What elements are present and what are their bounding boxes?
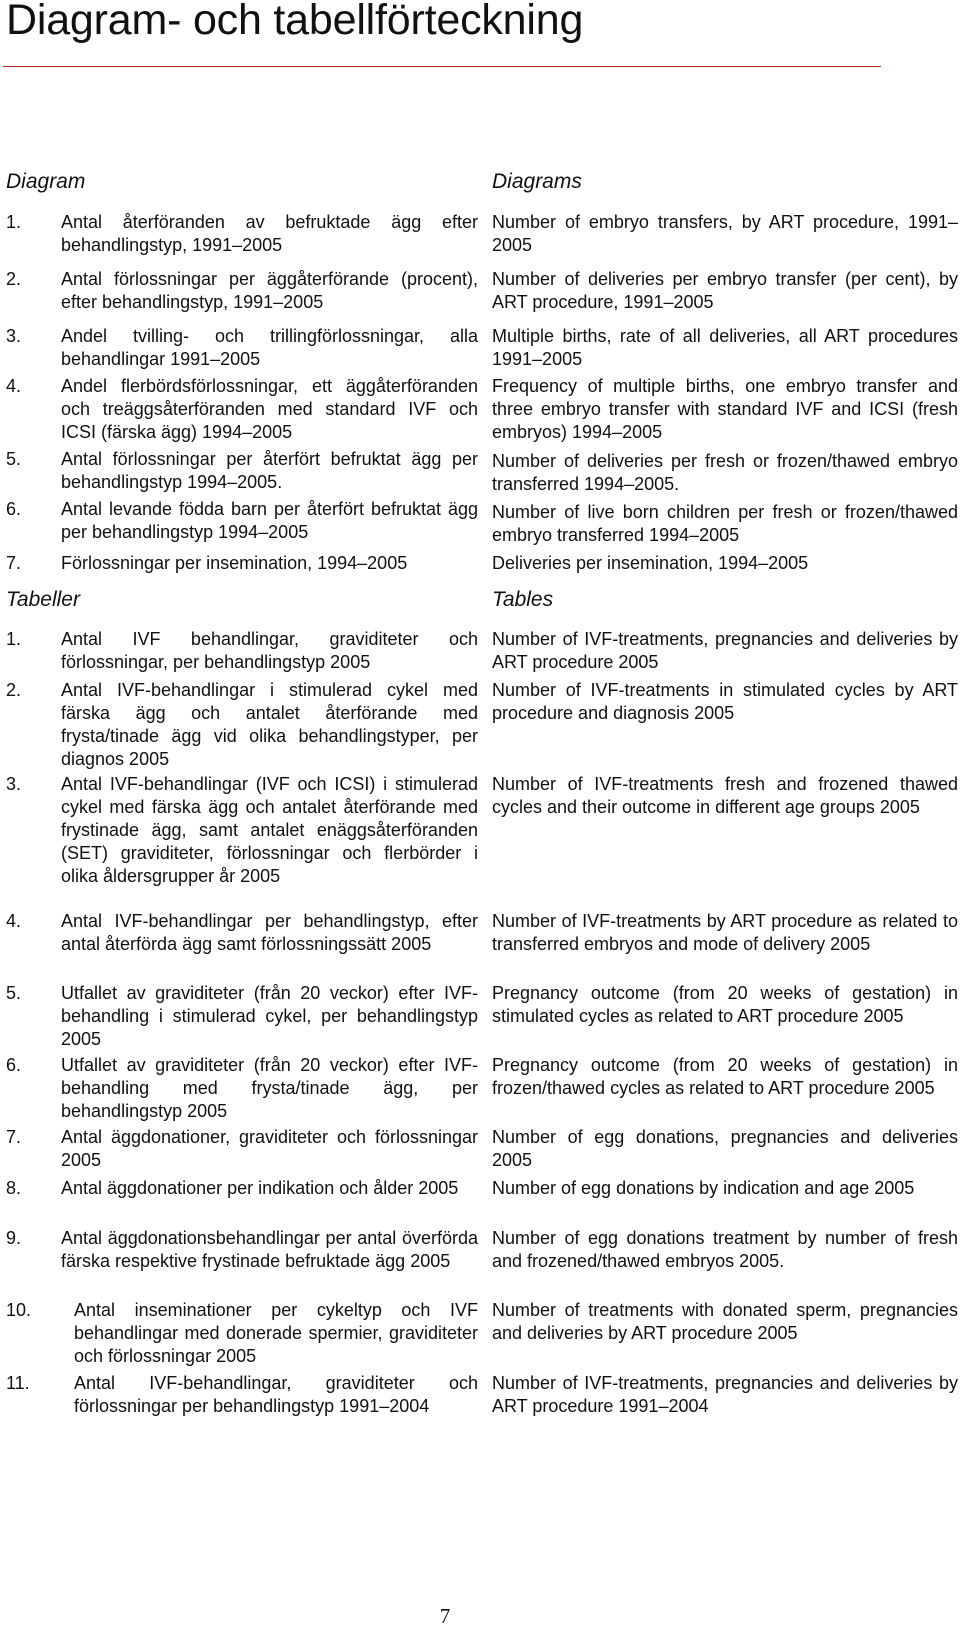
sv-table-item-6[interactable]	[6, 1054, 478, 1123]
item-number: 6.	[6, 1055, 22, 1075]
sv-diagram-item-4[interactable]	[6, 375, 478, 444]
item-text: Number of IVF-treatments fresh and frozened thawed cycles and their outcome in different age groups 2005	[492, 774, 958, 817]
en-table-item-2[interactable]	[492, 679, 958, 725]
item-number: 2.	[6, 269, 22, 289]
item-text: Andel flerbördsförlossningar, ett äggåterföranden och treäggsåterföranden med standard IVF och ICSI (färska ägg) 1994–2005	[61, 376, 478, 442]
item-number: 11.	[6, 1373, 30, 1393]
item-number: 2.	[6, 680, 22, 700]
en-diagram-item-6[interactable]	[492, 501, 958, 547]
sv-diagram-item-6[interactable]	[6, 498, 478, 544]
sv-table-item-4[interactable]	[6, 910, 478, 956]
en-table-item-7[interactable]	[492, 1126, 958, 1172]
item-text: Antal äggdonationsbehandlingar per antal överförda färska respektive frystinade befruktade ägg 2005	[61, 1228, 478, 1271]
item-text: Number of embryo transfers, by ART procedure, 1991–2005	[492, 212, 958, 255]
sv-table-item-9[interactable]	[6, 1227, 478, 1273]
tables-heading: Tabeller	[6, 588, 80, 611]
en-table-item-3[interactable]	[492, 773, 958, 819]
item-text: Number of egg donations treatment by number of fresh and frozened/thawed embryos 2005.	[492, 1228, 958, 1271]
item-number: 6.	[6, 499, 22, 519]
item-text: Number of egg donations, pregnancies and deliveries 2005	[492, 1127, 958, 1170]
item-text: Antal inseminationer per cykeltyp och IVF behandlingar med donerade spermier, graviditeter och förlossningar 2005	[74, 1300, 478, 1366]
en-diagram-item-5[interactable]	[492, 450, 958, 496]
sv-table-item-5[interactable]	[6, 982, 478, 1051]
item-text: Number of deliveries per embryo transfer (per cent), by ART procedure, 1991–2005	[492, 269, 958, 312]
diagram-heading: Diagram	[6, 170, 86, 193]
diagrams-heading: Diagrams	[492, 170, 582, 193]
page-title: Diagram- och tabellförteckning	[6, 0, 584, 44]
sv-table-item-11[interactable]	[6, 1372, 478, 1418]
en-diagram-item-4[interactable]	[492, 375, 958, 444]
item-text: Number of IVF-treatments, pregnancies and deliveries by ART procedure 2005	[492, 629, 958, 672]
tables-heading: Tables	[492, 588, 554, 611]
item-text: Pregnancy outcome (from 20 weeks of gestation) in stimulated cycles as related to ART procedure 2005	[492, 983, 958, 1026]
sv-table-item-8[interactable]	[6, 1177, 478, 1200]
item-number: 4.	[6, 376, 22, 396]
item-text: Number of IVF-treatments by ART procedure as related to transferred embryos and mode of delivery 2005	[492, 911, 958, 954]
item-number: 8.	[6, 1178, 22, 1198]
en-table-item-9[interactable]	[492, 1227, 958, 1273]
en-table-item-6[interactable]	[492, 1054, 958, 1100]
item-number: 5.	[6, 449, 22, 469]
sv-table-item-3[interactable]	[6, 773, 478, 888]
item-text: Utfallet av graviditeter (från 20 veckor) efter IVF-behandling i stimulerad cykel, per behandlingstyp 2005	[61, 983, 478, 1049]
item-text: Deliveries per insemination, 1994–2005	[492, 553, 809, 573]
item-number: 7.	[6, 1127, 22, 1147]
en-table-item-8[interactable]	[492, 1177, 958, 1200]
title-rule	[3, 66, 881, 67]
item-text: Number of IVF-treatments, pregnancies and deliveries by ART procedure 1991–2004	[492, 1373, 958, 1416]
item-text: Antal återföranden av befruktade ägg efter behandlingstyp, 1991–2005	[61, 212, 478, 255]
item-text: Pregnancy outcome (from 20 weeks of gestation) in frozen/thawed cycles as related to ART procedure 2005	[492, 1055, 958, 1098]
item-text: Antal förlossningar per äggåterförande (procent), efter behandlingstyp, 1991–2005	[61, 269, 478, 312]
item-number: 1.	[6, 629, 22, 649]
en-table-item-5[interactable]	[492, 982, 958, 1028]
en-diagram-item-2[interactable]	[492, 268, 958, 314]
page-number: 7	[439, 1604, 451, 1628]
item-text: Frequency of multiple births, one embryo transfer and three embryo transfer with standard IVF and ICSI (fresh embryos) 1994–2005	[492, 376, 958, 442]
item-text: Number of treatments with donated sperm, pregnancies and deliveries by ART procedure 2005	[492, 1300, 958, 1343]
item-text: Antal IVF behandlingar, graviditeter och förlossningar, per behandlingstyp 2005	[61, 629, 478, 672]
item-text: Antal IVF-behandlingar per behandlingstyp, efter antal återförda ägg samt förlossningssätt 2005	[61, 911, 478, 954]
item-number: 10.	[6, 1300, 32, 1320]
item-text: Number of egg donations by indication and age 2005	[492, 1178, 915, 1198]
item-number: 4.	[6, 911, 22, 931]
item-number: 1.	[6, 212, 22, 232]
en-diagram-item-3[interactable]	[492, 325, 958, 371]
en-table-item-4[interactable]	[492, 910, 958, 956]
item-number: 5.	[6, 983, 22, 1003]
en-table-item-10[interactable]	[492, 1299, 958, 1345]
item-text: Number of live born children per fresh or frozen/thawed embryo transferred 1994–2005	[492, 502, 958, 545]
sv-diagram-item-7[interactable]	[6, 552, 478, 575]
sv-diagram-item-5[interactable]	[6, 448, 478, 494]
item-text: Antal levande födda barn per återfört befruktat ägg per behandlingstyp 1994–2005	[61, 499, 478, 542]
sv-table-item-7[interactable]	[6, 1126, 478, 1172]
sv-diagram-item-3[interactable]	[6, 325, 478, 371]
item-text: Antal äggdonationer, graviditeter och förlossningar 2005	[61, 1127, 478, 1170]
item-text: Antal IVF-behandlingar, graviditeter och förlossningar per behandlingstyp 1991–2004	[74, 1373, 478, 1416]
item-text: Andel tvilling- och trillingförlossningar, alla behandlingar 1991–2005	[61, 326, 478, 369]
sv-table-item-1[interactable]	[6, 628, 478, 674]
item-text: Förlossningar per insemination, 1994–2005	[61, 553, 408, 573]
en-table-item-11[interactable]	[492, 1372, 958, 1418]
item-text: Number of deliveries per fresh or frozen/thawed embryo transferred 1994–2005.	[492, 451, 958, 494]
item-number: 9.	[6, 1228, 22, 1248]
item-text: Multiple births, rate of all deliveries, all ART procedures 1991–2005	[492, 326, 958, 369]
sv-diagram-item-1[interactable]	[6, 211, 478, 257]
item-text: Number of IVF-treatments in stimulated cycles by ART procedure and diagnosis 2005	[492, 680, 958, 723]
en-table-item-1[interactable]	[492, 628, 958, 674]
item-text: Antal förlossningar per återfört befruktat ägg per behandlingstyp 1994–2005.	[61, 449, 478, 492]
item-number: 7.	[6, 553, 22, 573]
item-text: Antal äggdonationer per indikation och ålder 2005	[61, 1178, 459, 1198]
item-text: Antal IVF-behandlingar i stimulerad cykel med färska ägg och antalet återförande med frysta/tinade ägg vid olika behandlingstyper, per diagnos 2005	[61, 680, 478, 769]
sv-diagram-item-2[interactable]	[6, 268, 478, 314]
en-diagram-item-1[interactable]	[492, 211, 958, 257]
item-text: Utfallet av graviditeter (från 20 veckor) efter IVF-behandling med frysta/tinade ägg, per behandlingstyp 2005	[61, 1055, 478, 1121]
item-text: Antal IVF-behandlingar (IVF och ICSI) i stimulerad cykel med färska ägg och antalet återförande med frystinade ägg, samt antalet enäggsåterföranden (SET) graviditeter, förlossningar och flerbörder i olika åldersgrupper år 2005	[61, 774, 478, 886]
sv-table-item-10[interactable]	[6, 1299, 478, 1368]
sv-table-item-2[interactable]	[6, 679, 478, 771]
en-diagram-item-7[interactable]	[492, 552, 958, 575]
item-number: 3.	[6, 326, 22, 346]
item-number: 3.	[6, 774, 22, 794]
